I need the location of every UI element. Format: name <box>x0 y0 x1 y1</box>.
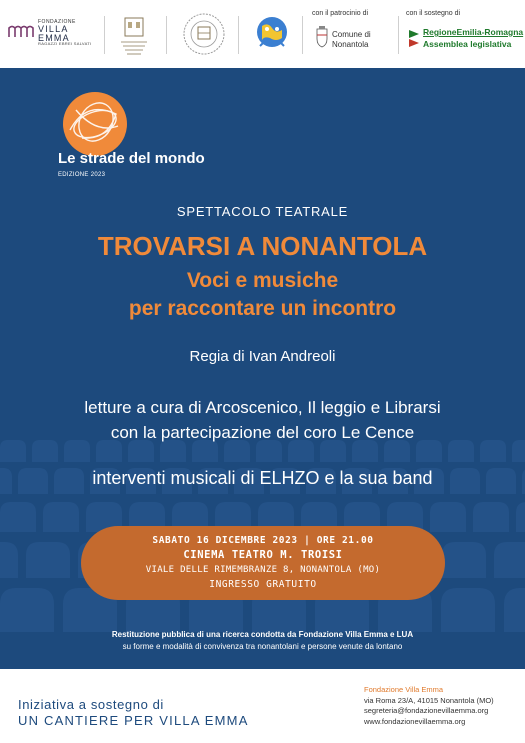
globe-character-logo <box>252 12 292 54</box>
theatre-seat <box>416 440 442 462</box>
villa-emma-logo-line1: FONDAZIONE <box>38 19 76 25</box>
contact-email[interactable]: segreteria@fondazionevillaemma.org <box>364 706 489 715</box>
contact-block <box>364 685 519 727</box>
director-credit: Regia di Ivan Andreoli <box>189 348 336 365</box>
comune-name: Comune di Nonantola <box>332 30 371 49</box>
theatre-seat <box>0 502 36 532</box>
initiative-line1: Iniziativa a sostegno di <box>18 697 164 712</box>
event-admission: INGRESSO GRATUITO <box>209 579 317 590</box>
theatre-seat <box>26 542 70 578</box>
theatre-seat <box>0 542 18 578</box>
theatre-seat <box>384 440 410 462</box>
region-name: RegioneEmilia-Romagna <box>423 27 524 37</box>
theatre-seat <box>473 502 509 532</box>
theatre-seat <box>288 440 314 462</box>
theatre-seat <box>512 440 525 462</box>
sostegno-block <box>406 10 524 60</box>
patrocinio-label: con il patrocinio di <box>312 10 369 17</box>
theatre-seat <box>320 440 346 462</box>
festival-edition: EDIZIONE 2023 <box>58 172 106 178</box>
patrocinio-block <box>312 10 392 60</box>
villa-emma-logo-line2: VILLA EMMA <box>38 24 70 43</box>
theatre-seat <box>64 440 90 462</box>
comune-crest-icon <box>316 26 328 48</box>
theatre-seat <box>0 440 26 462</box>
theatre-seat <box>516 502 525 532</box>
event-title-line3: per raccontare un incontro <box>128 297 397 320</box>
istituto-building-icon <box>117 14 151 58</box>
contact-website[interactable]: www.fondazionevillaemma.org <box>364 716 466 726</box>
poster-footer <box>0 669 525 743</box>
logo-divider <box>104 16 105 54</box>
event-kicker: SPETTACOLO TEATRALE <box>176 204 349 219</box>
music-credit: interventi musicali di ELHZO e la sua band <box>92 468 433 488</box>
theatre-seat <box>43 502 79 532</box>
event-details-pill <box>81 526 445 600</box>
theatre-seat <box>494 542 525 578</box>
theatre-seat <box>160 440 186 462</box>
globe-icon <box>252 12 292 54</box>
festival-name: Le strade del mondo <box>58 150 205 167</box>
initiative-line2: UN CANTIERE PER VILLA EMMA <box>18 713 249 728</box>
event-datetime: SABATO 16 DICEMBRE 2023 | ORE 21.00 <box>152 535 374 546</box>
theatre-seat <box>480 440 506 462</box>
theatre-seat <box>504 588 525 632</box>
theatre-seat <box>128 440 154 462</box>
villa-emma-mark-icon <box>8 24 34 38</box>
theatre-seat <box>441 588 495 632</box>
theatre-seat <box>352 440 378 462</box>
research-note-line1: Restituzione pubblica di una ricerca condotta da Fondazione Villa Emma e LUA <box>111 630 414 639</box>
event-address: VIALE DELLE RIMEMBRANZE 8, NONANTOLA (MO) <box>145 565 381 575</box>
event-venue: CINEMA TEATRO M. TROISI <box>183 549 343 561</box>
theatre-seat <box>0 588 54 632</box>
theatre-seat <box>96 440 122 462</box>
logo-divider <box>302 16 303 54</box>
contact-address: via Roma 23/A, 41015 Nonantola (MO) <box>364 695 494 705</box>
assembly-name: Assemblea legislativa <box>423 39 512 49</box>
partner-logos-strip <box>0 0 525 68</box>
villa-emma-logo <box>8 16 92 46</box>
theatre-seat <box>192 440 218 462</box>
poster-panel <box>0 68 525 669</box>
logo-divider <box>238 16 239 54</box>
research-note-line2: su forme e modalità di convivenza tra nonantolani e persone venute da lontano <box>122 642 403 651</box>
contact-org: Fondazione Villa Emma <box>364 685 444 694</box>
theatre-seat <box>448 440 474 462</box>
theatre-seat <box>256 440 282 462</box>
event-title-line1: TROVARSI A NONANTOLA <box>97 231 428 261</box>
event-title-line2: Voci e musiche <box>186 269 339 292</box>
theatre-seat <box>430 502 466 532</box>
villa-emma-logo-line4: RAGAZZI EBREI SALVATI <box>38 41 92 46</box>
readings-credit-line1: letture a cura di Arcoscenico, Il leggio e Librarsi <box>84 398 441 417</box>
logo-divider <box>166 16 167 54</box>
theatre-seat <box>442 542 486 578</box>
logo-divider <box>398 16 399 54</box>
theatre-seat <box>32 440 58 462</box>
theatre-seat <box>224 440 250 462</box>
centro-documentazione-seal-logo <box>182 12 226 56</box>
seal-icon <box>182 12 226 56</box>
region-emblem-icon <box>408 28 420 50</box>
readings-credit-line2: con la partecipazione del coro Le Cence <box>110 423 415 442</box>
sostegno-label: con il sostegno di <box>406 10 461 17</box>
istituto-storico-logo <box>117 14 151 58</box>
